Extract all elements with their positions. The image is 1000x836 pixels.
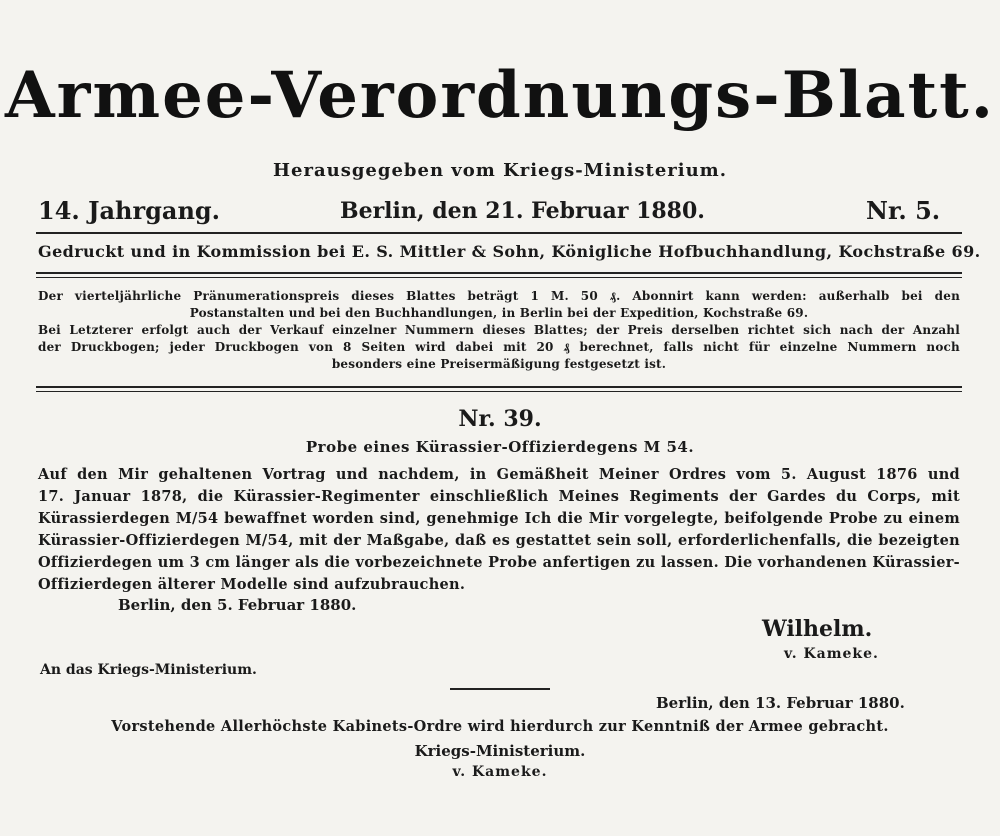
notice-line: Der vierteljährliche Pränumerationspreis dieses Blattes beträgt 1 M. 50 ₰. Abonnirt kann werden: außerhalb bei den xyxy=(38,289,960,303)
notice-line: Postanstalten und bei den Buchhandlungen, in Berlin bei der Expedition, Kochstraße 69. xyxy=(189,306,809,320)
notice-line: besonders eine Preisermäßigung festgesetzt ist. xyxy=(331,357,667,371)
countersignature: v. Kameke. xyxy=(784,646,879,662)
footer-text: Vorstehende Allerhöchste Kabinets-Ordre wird hierdurch zur Kenntniß der Armee gebracht. xyxy=(111,718,889,735)
printer-line: Gedruckt und in Kommission bei E. S. Mittler & Sohn, Königliche Hofbuchhandlung, Kochstraße 69. xyxy=(38,242,981,261)
notice-divider-bottom xyxy=(36,391,962,392)
masthead-subtitle: Herausgegeben vom Kriegs-Ministerium. xyxy=(273,160,727,181)
issue-place-date: Berlin, den 21. Februar 1880. xyxy=(340,198,705,224)
order-addressee: An das Kriegs-Ministerium. xyxy=(40,662,257,678)
order-body-line: Offizierdegen um 3 cm länger als die vorbezeichnete Probe anfertigen zu lassen. Die vorhandenen Kürassier- xyxy=(38,554,960,571)
notice-divider-top xyxy=(36,386,962,388)
section-divider xyxy=(450,688,550,690)
notice-line: Bei Letzterer erfolgt auch der Verkauf einzelner Nummern dieses Blattes; der Preis derselben richtet sich nach der Anzahl xyxy=(38,323,960,337)
royal-signature: Wilhelm. xyxy=(762,616,873,642)
order-body-line: Offizierdegen älterer Modelle sind aufzubrauchen. xyxy=(38,576,466,593)
footer-date: Berlin, den 13. Februar 1880. xyxy=(656,694,905,712)
footer-signer: v. Kameke. xyxy=(452,764,548,780)
order-body-line: 17. Januar 1878, die Kürassier-Regimenter einschließlich Meines Regiments der Gardes du Corps, mit xyxy=(38,488,960,505)
notice-line: der Druckbogen; jeder Druckbogen von 8 Seiten wird dabei mit 20 ₰ berechnet, falls nicht für einzelne Nummern noch xyxy=(38,340,960,354)
order-number: Nr. 39. xyxy=(458,406,542,432)
printer-divider-bottom xyxy=(36,277,962,278)
order-body-line: Kürassierdegen M/54 bewaffnet worden sind, genehmige Ich die Mir vorgelegte, beifolgende Probe zu einem xyxy=(38,510,960,527)
order-title: Probe eines Kürassier-Offizierdegens M 54. xyxy=(305,438,695,456)
printer-divider-top xyxy=(36,272,962,274)
masthead-title: Armee-Verordnungs-Blatt. xyxy=(4,58,996,133)
issue-number: Nr. 5. xyxy=(866,196,941,225)
order-date: Berlin, den 5. Februar 1880. xyxy=(118,596,357,614)
order-body-line: Kürassier-Offizierdegen M/54, mit der Maßgabe, daß es gestattet sein soll, erforderlichenfalls, die bezeigten xyxy=(38,532,960,549)
order-body-line: Auf den Mir gehaltenen Vortrag und nachdem, in Gemäßheit Meiner Ordres vom 5. August 1876 und xyxy=(38,466,960,483)
footer-issuer: Kriegs-Ministerium. xyxy=(414,742,586,760)
volume-label: 14. Jahrgang. xyxy=(38,196,221,225)
header-divider xyxy=(36,232,962,234)
